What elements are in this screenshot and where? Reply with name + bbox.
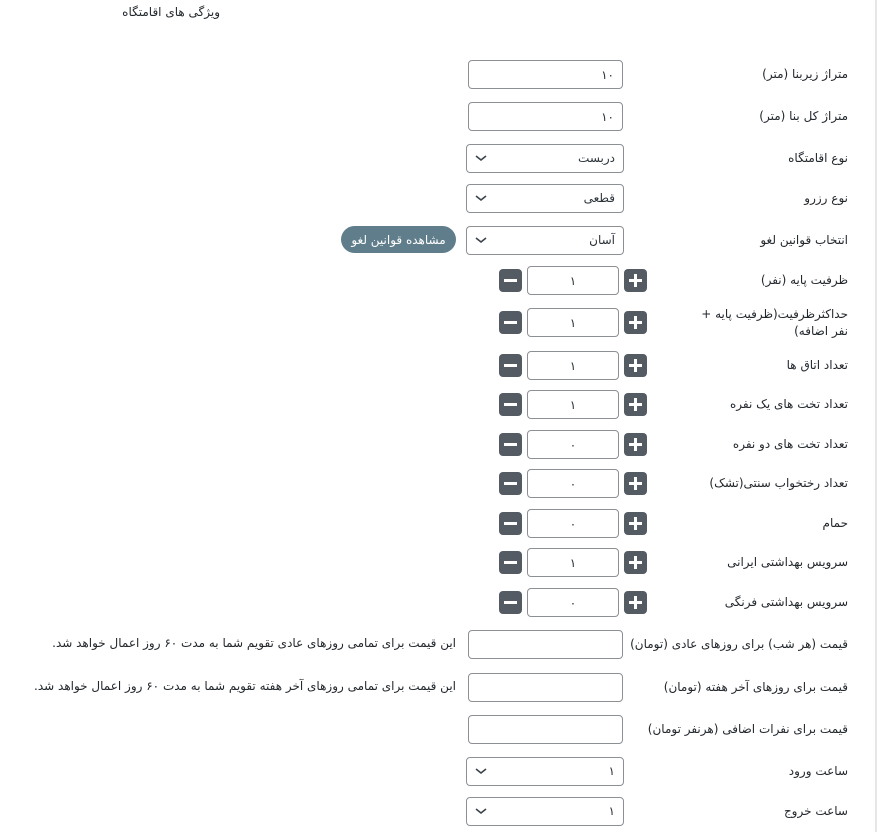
checkin-time-select[interactable] [466, 757, 624, 786]
cancellation-policy-select[interactable] [466, 226, 624, 255]
plus-icon [629, 438, 642, 451]
minus-icon [504, 316, 517, 329]
traditional-beds-minus-button[interactable] [499, 472, 522, 495]
iranian-toilet-label: سرویس بهداشتی ایرانی [727, 555, 848, 569]
minus-icon [504, 596, 517, 609]
minus-icon [504, 477, 517, 490]
reservation-type-value: قطعی [583, 191, 615, 205]
single-beds-label: تعداد تخت های یک نفره [729, 397, 848, 411]
bathroom-label: حمام [822, 516, 848, 530]
checkin-time-value: ۱ [608, 764, 615, 778]
weekend-price-note: این قیمت برای تمامی روزهای آخر هفته تقویم شما به مدت ۶۰ روز اعمال خواهد شد. [34, 679, 456, 693]
double-beds-minus-button[interactable] [499, 433, 522, 456]
total-area-input[interactable] [468, 102, 623, 131]
max-capacity-minus-button[interactable] [499, 311, 522, 334]
rooms-plus-button[interactable] [624, 354, 647, 377]
checkout-time-value: ۱ [608, 804, 615, 818]
bathroom-minus-button[interactable] [499, 512, 522, 535]
extra-person-price-label: قیمت برای نفرات اضافی (هرنفر تومان) [647, 722, 848, 736]
weekend-price-input[interactable] [468, 673, 623, 702]
chevron-down-icon [475, 153, 487, 163]
rooms-label: تعداد اتاق ها [786, 358, 848, 372]
chevron-down-icon [475, 806, 487, 816]
accommodation-type-select[interactable] [466, 144, 624, 173]
double-beds-label: تعداد تخت های دو نفره [732, 437, 848, 451]
single-beds-minus-button[interactable] [499, 393, 522, 416]
minus-icon [504, 359, 517, 372]
reservation-type-select[interactable] [466, 184, 624, 213]
extra-person-price-input[interactable] [468, 715, 623, 744]
view-cancellation-rules-button[interactable]: مشاهده قوانین لغو [341, 226, 456, 253]
minus-icon [504, 438, 517, 451]
rooms-minus-button[interactable] [499, 354, 522, 377]
single-beds-input[interactable] [527, 390, 619, 419]
base-capacity-label: ظرفیت پایه (نفر) [760, 273, 848, 287]
chevron-down-icon [475, 193, 487, 203]
plus-icon [629, 359, 642, 372]
base-capacity-minus-button[interactable] [499, 269, 522, 292]
iranian-toilet-minus-button[interactable] [499, 551, 522, 574]
bathroom-plus-button[interactable] [624, 512, 647, 535]
max-capacity-input[interactable] [527, 308, 619, 337]
max-capacity-label: حداکثرظرفیت(ظرفیت پایه + نفر اضافه) [701, 307, 848, 338]
total-area-label: متراژ کل بنا (متر) [759, 109, 848, 123]
floor-area-input[interactable] [468, 60, 623, 89]
plus-icon [629, 316, 642, 329]
minus-icon [504, 556, 517, 569]
weekend-price-label: قیمت برای روزهای آخر هفته (تومان) [663, 680, 848, 694]
chevron-down-icon [475, 766, 487, 776]
checkout-time-select[interactable] [466, 797, 624, 826]
plus-icon [629, 517, 642, 530]
weekday-price-input[interactable] [468, 630, 623, 659]
accommodation-type-label: نوع اقامتگاه [788, 151, 848, 165]
western-toilet-label: سرویس بهداشتی فرنگی [724, 595, 848, 609]
reservation-type-label: نوع رزرو [804, 191, 848, 205]
checkin-time-label: ساعت ورود [788, 764, 848, 778]
traditional-beds-label: تعداد رختخواب سنتی(تشک) [709, 476, 848, 490]
bathroom-input[interactable] [527, 509, 619, 538]
plus-icon [629, 596, 642, 609]
weekday-price-label: قیمت (هر شب) برای روزهای عادی (تومان) [630, 637, 848, 651]
base-capacity-plus-button[interactable] [624, 269, 647, 292]
iranian-toilet-input[interactable] [527, 548, 619, 577]
plus-icon [629, 556, 642, 569]
cancellation-policy-label: انتخاب قوانین لغو [760, 233, 848, 247]
minus-icon [504, 274, 517, 287]
minus-icon [504, 398, 517, 411]
weekday-price-note: این قیمت برای تمامی روزهای عادی تقویم شما به مدت ۶۰ روز اعمال خواهد شد. [52, 636, 456, 650]
chevron-down-icon [475, 235, 487, 245]
plus-icon [629, 274, 642, 287]
iranian-toilet-plus-button[interactable] [624, 551, 647, 574]
traditional-beds-input[interactable] [527, 469, 619, 498]
plus-icon [629, 398, 642, 411]
max-capacity-plus-button[interactable] [624, 311, 647, 334]
rooms-input[interactable] [527, 351, 619, 380]
cancellation-policy-value: آسان [589, 233, 615, 247]
double-beds-input[interactable] [527, 430, 619, 459]
traditional-beds-plus-button[interactable] [624, 472, 647, 495]
western-toilet-plus-button[interactable] [624, 591, 647, 614]
page-title: ویژگی های اقامتگاه [122, 5, 220, 19]
floor-area-label: متراژ زیربنا (متر) [762, 67, 848, 81]
double-beds-plus-button[interactable] [624, 433, 647, 456]
checkout-time-label: ساعت خروج [783, 804, 848, 818]
western-toilet-minus-button[interactable] [499, 591, 522, 614]
single-beds-plus-button[interactable] [624, 393, 647, 416]
base-capacity-input[interactable] [527, 266, 619, 295]
minus-icon [504, 517, 517, 530]
accommodation-type-value: دربست [578, 151, 615, 165]
plus-icon [629, 477, 642, 490]
western-toilet-input[interactable] [527, 588, 619, 617]
